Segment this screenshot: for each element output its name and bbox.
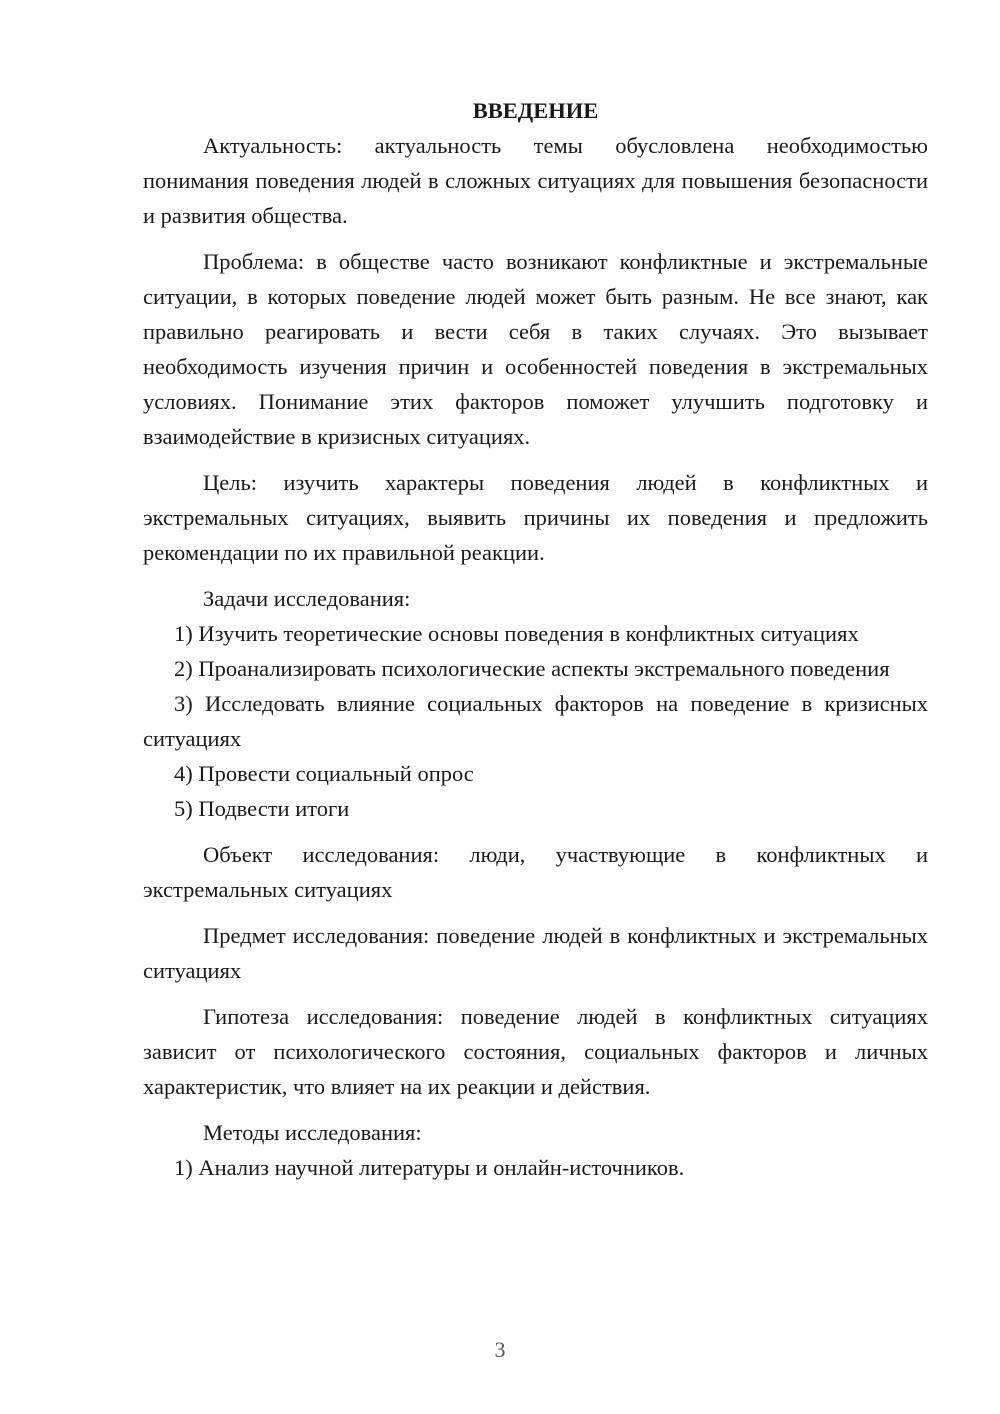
task-item: 1) Изучить теоретические основы поведения в конфликтных ситуациях — [174, 621, 859, 646]
methods-title: Методы исследования: — [203, 1120, 422, 1145]
page-number: 3 — [494, 1337, 506, 1362]
goal-paragraph: Цель: изучить характеры поведения людей в конфликтных и экстремальных ситуациях, выявить причины их поведения и предложить рекомендации по их правильной реакции. — [143, 470, 928, 565]
tasks-title: Задачи исследования: — [203, 586, 411, 611]
problem-paragraph: Проблема: в обществе часто возникают конфликтные и экстремальные ситуации, в которых поведение людей может быть разным. Не все знают, как правильно реагировать и вести себя в таких случаях. Это вызывает необходимость изучения причин и особенностей поведения в экстремальных условиях. Понимание этих факторов поможет улучшить подготовку и взаимодействие в кризисных ситуациях. — [143, 249, 928, 449]
subject-paragraph: Предмет исследования: поведение людей в конфликтных и экстремальных ситуациях — [143, 923, 928, 983]
object-paragraph: Объект исследования: люди, участвующие в конфликтных и экстремальных ситуациях — [143, 842, 928, 902]
task-item: 3) Исследовать влияние социальных факторов на поведение в кризисных ситуациях — [143, 691, 928, 751]
relevance-paragraph: Актуальность: актуальность темы обусловлена необходимостью понимания поведения людей в сложных ситуациях для повышения безопасности и развития общества. — [143, 133, 928, 228]
task-item: 5) Подвести итоги — [174, 796, 350, 821]
task-item: 2) Проанализировать психологические аспекты экстремального поведения — [174, 656, 890, 681]
method-item: 1) Анализ научной литературы и онлайн-источников. — [174, 1155, 685, 1180]
document-body — [143, 96, 928, 1185]
task-item: 4) Провести социальный опрос — [174, 761, 474, 786]
section-heading: ВВЕДЕНИЕ — [472, 98, 599, 123]
hypothesis-paragraph: Гипотеза исследования: поведение людей в конфликтных ситуациях зависит от психологического состояния, социальных факторов и личных характеристик, что влияет на их реакции и действия. — [143, 1004, 928, 1099]
